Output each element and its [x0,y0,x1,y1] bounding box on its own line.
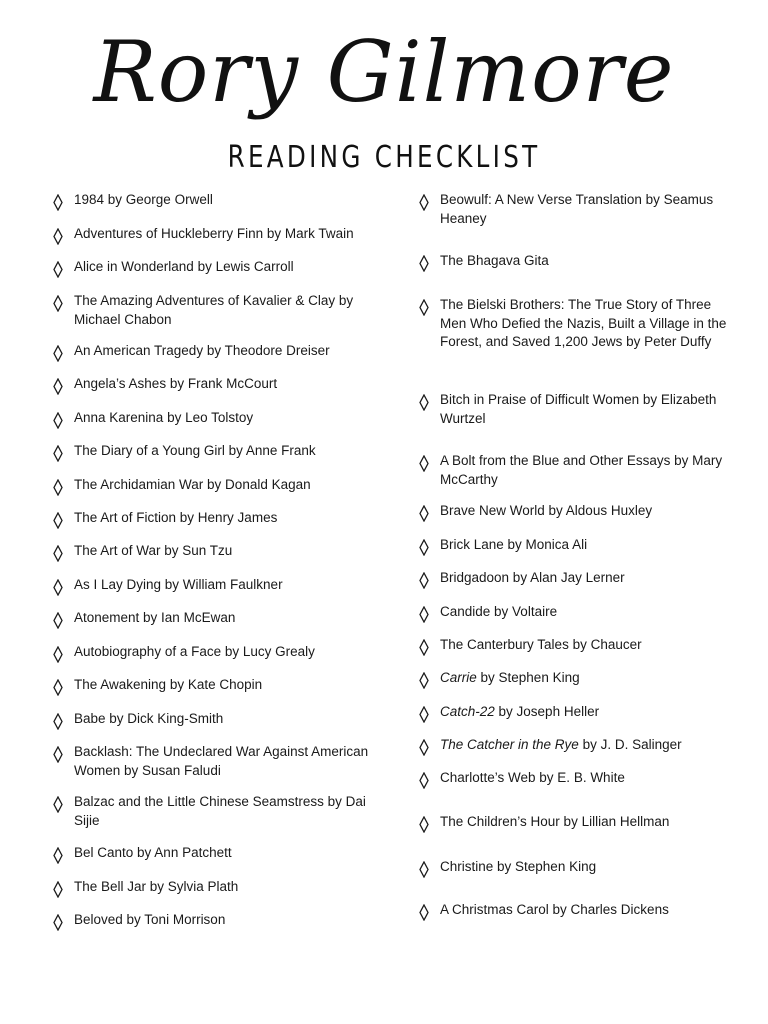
diamond-checkbox-icon[interactable] [53,713,63,730]
diamond-checkbox-icon[interactable] [53,881,63,898]
diamond-checkbox-icon[interactable] [419,539,429,556]
book-author-text: by Stephen King [476,670,580,685]
diamond-checkbox-icon[interactable] [53,579,63,596]
book-title-text: The Awakening by Kate Chopin [74,677,263,692]
book-title-text: Autobiography of a Face by Lucy Grealy [74,644,315,659]
diamond-checkbox-icon[interactable] [419,672,429,689]
diamond-checkbox-icon[interactable] [53,545,63,562]
book-title-text: Balzac and the Little Chinese Seamstress by Dai Sijie [74,794,366,828]
diamond-checkbox-icon[interactable] [419,572,429,589]
diamond-checkbox-icon[interactable] [53,412,63,429]
diamond-checkbox-icon[interactable] [53,445,63,462]
book-title-text: Anna Karenina by Leo Tolstoy [74,410,254,425]
book-title-text: Angela’s Ashes by Frank McCourt [74,376,278,391]
book-title-text: Adventures of Huckleberry Finn by Mark Twain [74,226,354,241]
diamond-checkbox-icon[interactable] [419,861,429,878]
diamond-checkbox-icon[interactable] [53,345,63,362]
book-title-text: The Archidamian War by Donald Kagan [74,477,311,492]
book-title-text: The Canterbury Tales by Chaucer [440,637,642,652]
diamond-checkbox-icon[interactable] [53,612,63,629]
book-author-text: by J. D. Salinger [578,737,682,752]
diamond-checkbox-icon[interactable] [53,378,63,395]
book-title-text: An American Tragedy by Theodore Dreiser [74,343,330,358]
diamond-checkbox-icon[interactable] [419,505,429,522]
page-title: Rory Gilmore [93,23,675,121]
diamond-checkbox-icon[interactable] [53,847,63,864]
diamond-checkbox-icon[interactable] [53,295,63,312]
diamond-checkbox-icon[interactable] [53,796,63,813]
book-title-text: The Art of Fiction by Henry James [74,510,278,525]
diamond-checkbox-icon[interactable] [419,739,429,756]
page-subtitle: READING CHECKLIST [227,140,541,175]
diamond-checkbox-icon[interactable] [419,455,429,472]
book-title-text: 1984 by George Orwell [74,192,213,207]
book-title-italic: Carrie [440,670,477,685]
book-title-italic: Catch-22 [440,704,495,719]
book-title-text: Christine by Stephen King [440,859,597,874]
diamond-checkbox-icon[interactable] [419,255,429,272]
book-title-text: The Art of War by Sun Tzu [74,543,233,558]
book-title-text: The Bell Jar by Sylvia Plath [74,879,239,894]
diamond-checkbox-icon[interactable] [53,914,63,931]
diamond-checkbox-icon[interactable] [419,772,429,789]
diamond-checkbox-icon[interactable] [53,261,63,278]
book-title-text: Alice in Wonderland by Lewis Carroll [74,259,294,274]
book-title-text: The Amazing Adventures of Kavalier & Clay by Michael Chabon [74,293,354,327]
book-title-text: The Diary of a Young Girl by Anne Frank [74,443,316,458]
diamond-checkbox-icon[interactable] [419,706,429,723]
book-title-text: Bitch in Praise of Difficult Women by Elizabeth Wurtzel [440,392,717,426]
book-title-text: A Christmas Carol by Charles Dickens [440,902,669,917]
book-title-text [440,703,738,722]
diamond-checkbox-icon[interactable] [419,639,429,656]
book-author-text: by Joseph Heller [494,704,600,719]
book-title-text: Babe by Dick King-Smith [74,711,224,726]
diamond-checkbox-icon[interactable] [53,646,63,663]
book-title-text: Brave New World by Aldous Huxley [440,503,653,518]
book-title-text: Atonement by Ian McEwan [74,610,236,625]
diamond-checkbox-icon[interactable] [53,479,63,496]
book-title-text: The Children’s Hour by Lillian Hellman [440,814,670,829]
diamond-checkbox-icon[interactable] [53,679,63,696]
book-title-text: Backlash: The Undeclared War Against American Women by Susan Faludi [74,744,369,778]
book-title-text: The Bhagava Gita [440,253,549,268]
book-title-text: Beowulf: A New Verse Translation by Seamus Heaney [440,192,714,226]
diamond-checkbox-icon[interactable] [419,194,429,211]
diamond-checkbox-icon[interactable] [419,606,429,623]
diamond-checkbox-icon[interactable] [419,816,429,833]
book-title-italic: The Catcher in the Rye [440,737,579,752]
diamond-checkbox-icon[interactable] [53,228,63,245]
diamond-checkbox-icon[interactable] [419,299,429,316]
book-title-text: As I Lay Dying by William Faulkner [74,577,283,592]
book-title-text: Bel Canto by Ann Patchett [74,845,232,860]
book-title-text: Brick Lane by Monica Ali [440,537,588,552]
book-title-text: Bridgadoon by Alan Jay Lerner [440,570,625,585]
book-title-text: Candide by Voltaire [440,604,558,619]
book-title-text: A Bolt from the Blue and Other Essays by Mary McCarthy [440,453,723,487]
diamond-checkbox-icon[interactable] [53,194,63,211]
diamond-checkbox-icon[interactable] [419,904,429,921]
book-title-text [440,736,738,755]
diamond-checkbox-icon[interactable] [53,746,63,763]
book-title-text: Charlotte’s Web by E. B. White [440,770,625,785]
book-title-text: The Bielski Brothers: The True Story of Three Men Who Defied the Nazis, Built a Village in the Forest, and Saved 1,200 Jews by Peter Duffy [440,297,727,349]
book-title-text: Beloved by Toni Morrison [74,912,226,927]
diamond-checkbox-icon[interactable] [53,512,63,529]
diamond-checkbox-icon[interactable] [419,394,429,411]
book-title-text [440,669,738,688]
